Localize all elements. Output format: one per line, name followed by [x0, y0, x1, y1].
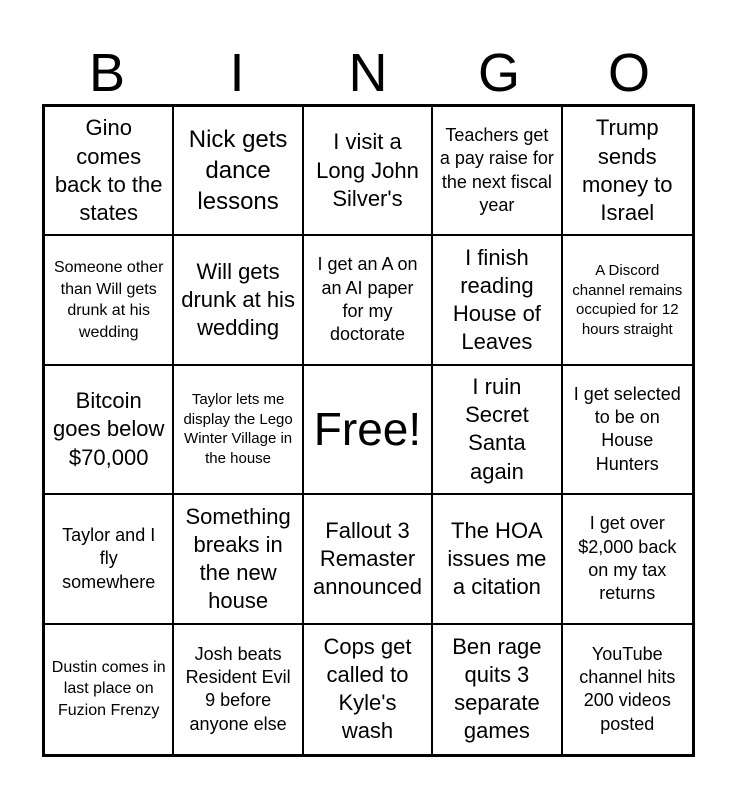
bingo-cell-text: Will gets drunk at his wedding	[181, 258, 295, 341]
bingo-grid	[42, 104, 695, 757]
bingo-cell-text: I ruin Secret Santa again	[465, 374, 529, 484]
header-letter-i: I	[229, 43, 245, 103]
bingo-cell[interactable]	[45, 107, 174, 236]
bingo-cell[interactable]	[45, 366, 174, 495]
bingo-cell-text: Ben rage quits 3 separate games	[452, 633, 542, 744]
bingo-cell[interactable]	[563, 625, 692, 754]
bingo-cell[interactable]	[304, 236, 433, 365]
bingo-cell-text: Josh beats Resident Evil 9 before anyone else	[185, 643, 291, 734]
bingo-cell-text: I finish reading House of Leaves	[452, 244, 541, 355]
bingo-cell-text: Trump sends money to Israel	[582, 115, 673, 225]
bingo-cell-text: Bitcoin goes below $70,000	[53, 388, 165, 470]
header-letter-n: N	[348, 43, 388, 103]
bingo-cell[interactable]	[174, 236, 303, 365]
bingo-cell-text: I get an A on an AI paper for my doctorate	[317, 254, 418, 345]
bingo-cell[interactable]	[45, 495, 174, 624]
bingo-cell-text: Taylor lets me display the Lego Winter Village in the house	[183, 391, 293, 467]
bingo-cell[interactable]	[563, 107, 692, 236]
bingo-cell[interactable]	[45, 236, 174, 365]
bingo-cell-text: I visit a Long John Silver's	[316, 129, 419, 211]
bingo-cell[interactable]	[433, 107, 562, 236]
bingo-cell-text: Something breaks in the new house	[185, 503, 291, 614]
bingo-cell[interactable]	[563, 495, 692, 624]
bingo-cell-text: Someone other than Will gets drunk at his wedding	[53, 258, 164, 341]
bingo-cell[interactable]	[304, 495, 433, 624]
header-letter-b: B	[88, 43, 126, 103]
bingo-cell[interactable]	[45, 625, 174, 754]
bingo-cell[interactable]	[174, 495, 303, 624]
bingo-cell-text: Gino comes back to the states	[54, 115, 163, 225]
bingo-header	[42, 40, 695, 106]
bingo-cell-text: Taylor and I fly somewhere	[62, 524, 156, 592]
bingo-cell[interactable]	[433, 495, 562, 624]
bingo-cell[interactable]	[563, 366, 692, 495]
bingo-cell-text: I get selected to be on House Hunters	[573, 383, 681, 474]
bingo-cell-text: Nick gets dance lessons	[188, 125, 288, 216]
bingo-cell[interactable]	[174, 366, 303, 495]
header-letter-o: O	[607, 43, 650, 103]
bingo-cell-text: Cops get called to Kyle's wash	[323, 633, 412, 744]
bingo-cell-text: Fallout 3 Remaster announced	[313, 517, 422, 599]
header-letter-g: G	[477, 43, 520, 103]
bingo-cell-text: I get over $2,000 back on my tax returns	[578, 513, 677, 604]
bingo-cell[interactable]	[433, 625, 562, 754]
free-space-cell[interactable]	[304, 366, 433, 495]
bingo-cell-text: Teachers get a pay raise for the next fiscal year	[439, 124, 554, 216]
bingo-cell-text: The HOA issues me a citation	[447, 517, 547, 599]
bingo-cell[interactable]	[304, 107, 433, 236]
bingo-cell[interactable]	[304, 625, 433, 754]
bingo-cell-text: A Discord channel remains occupied for 12 hours straight	[572, 262, 683, 338]
bingo-cell[interactable]	[563, 236, 692, 365]
bingo-cell-text: Dustin comes in last place on Fuzion Frenzy	[51, 658, 166, 720]
free-space-text: Free!	[313, 403, 422, 456]
bingo-cell-text: YouTube channel hits 200 videos posted	[579, 643, 676, 734]
bingo-cell[interactable]	[433, 366, 562, 495]
bingo-cell[interactable]	[174, 107, 303, 236]
bingo-cell[interactable]	[174, 625, 303, 754]
bingo-cell[interactable]	[433, 236, 562, 365]
